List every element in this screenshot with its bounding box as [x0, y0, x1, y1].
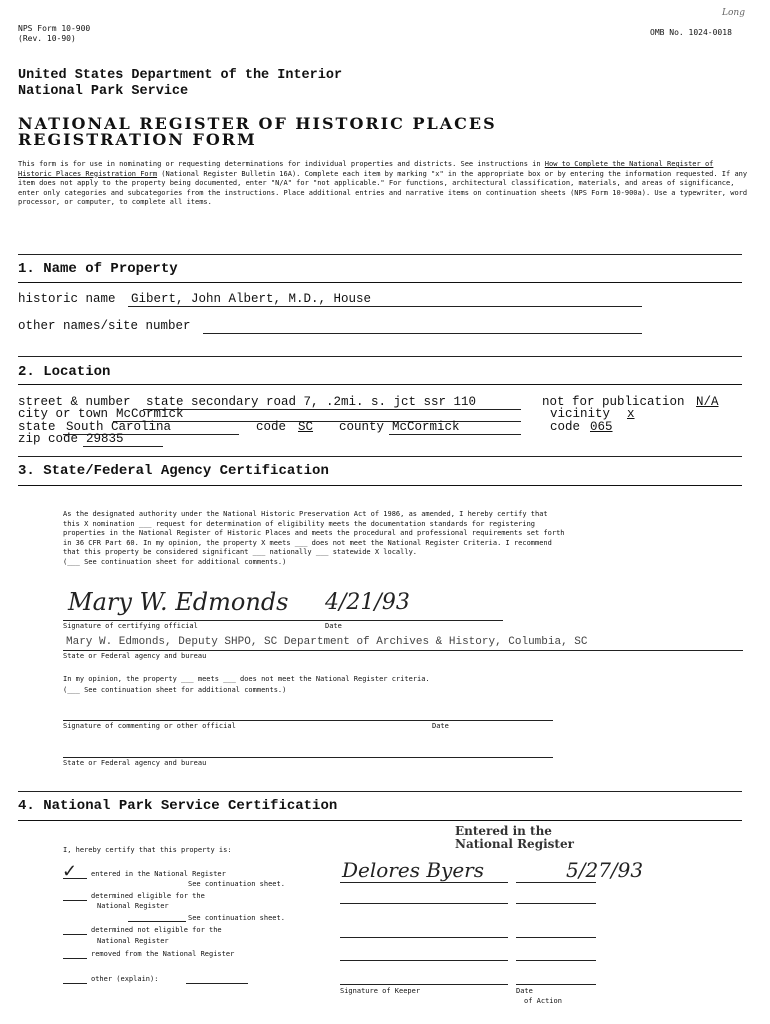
- street-line: [143, 409, 521, 410]
- section-divider: [18, 356, 742, 357]
- not-for-publication-value[interactable]: N/A: [696, 395, 719, 409]
- checkbox-line-eligible[interactable]: [63, 900, 87, 901]
- county-value[interactable]: McCormick: [392, 420, 460, 434]
- keeper-sig-line: [340, 937, 508, 938]
- historic-name-label: historic name: [18, 292, 116, 306]
- keeper-signature-label: Signature of Keeper: [340, 987, 421, 995]
- certification-line: (___ See continuation sheet for additional comments.): [63, 557, 287, 566]
- agency-bureau-label: State or Federal agency and bureau: [63, 652, 207, 660]
- vicinity-label: vicinity: [550, 407, 611, 421]
- comment-date-label: Date: [432, 722, 449, 730]
- form-revision: (Rev. 10-90): [18, 34, 76, 43]
- comment-signature-line: [63, 720, 553, 721]
- option-entered-continuation: See continuation sheet.: [188, 880, 285, 888]
- instructions-paragraph: [18, 160, 750, 208]
- opinion-line-1: In my opinion, the property ___ meets ___ does not meet the National Register criteria.: [63, 675, 430, 683]
- option-eligible-line2: National Register: [97, 902, 169, 910]
- certification-paragraph: [63, 510, 723, 567]
- section-1-title: 1. Name of Property: [18, 261, 178, 277]
- county-code-value[interactable]: 065: [590, 420, 613, 434]
- comment-agency-label: State or Federal agency and bureau: [63, 759, 207, 767]
- keeper-sig-line: [340, 960, 508, 961]
- omb-number: OMB No. 1024-0018: [650, 28, 732, 37]
- option-not-eligible-line2: National Register: [97, 937, 169, 945]
- state-code-label: code: [256, 420, 287, 434]
- zip-value[interactable]: 29835: [86, 432, 124, 446]
- vicinity-value[interactable]: x: [627, 407, 635, 421]
- section-divider: [18, 485, 742, 486]
- street-value[interactable]: state secondary road 7, .2mi. s. jct ssr 110: [146, 395, 477, 409]
- agency-line: [63, 650, 743, 651]
- comment-agency-line: [63, 757, 553, 758]
- instructions-text-1: This form is for use in nominating or requesting determinations for individual properties and districts. See instructions in: [18, 160, 545, 168]
- option-removed: removed from the National Register: [91, 950, 235, 958]
- eligible-continuation-line[interactable]: [128, 921, 186, 922]
- checkbox-line-not-eligible[interactable]: [63, 934, 87, 935]
- city-label: city or town: [18, 407, 109, 421]
- section-divider: [18, 456, 742, 457]
- keeper-date-line: [516, 937, 596, 938]
- certification-line: in 36 CFR Part 60. In my opinion, the property X meets ___ does not meet the National Register Criteria. I recommend: [63, 538, 552, 547]
- option-entered: entered in the National Register: [91, 870, 226, 878]
- not-for-publication-label: not for publication: [542, 395, 685, 409]
- agency-service: National Park Service: [18, 84, 189, 99]
- city-value[interactable]: McCormick: [116, 407, 184, 421]
- instructions-bulletin-title: How to Complete the National Register of Historic Places Registration Form: [18, 160, 714, 178]
- corner-note: Long: [722, 8, 745, 18]
- state-code-value[interactable]: SC: [298, 420, 314, 434]
- agency-department: United States Department of the Interior: [18, 68, 343, 83]
- section-divider: [18, 820, 742, 821]
- keeper-sig-line: [340, 903, 508, 904]
- section-4-title: 4. National Park Service Certification: [18, 798, 338, 814]
- keeper-sig-line: [340, 984, 508, 985]
- check-mark-icon: ✓: [62, 861, 78, 882]
- stamp-line-1: Entered in the: [455, 824, 552, 838]
- other-explain-line[interactable]: [186, 983, 248, 984]
- date-label: Date: [325, 622, 342, 630]
- checkbox-line-removed[interactable]: [63, 958, 87, 959]
- keeper-signature: Delores Byers: [342, 858, 484, 882]
- opinion-line-2: (___ See continuation sheet for additional comments.): [63, 686, 287, 694]
- keeper-date-line: [516, 960, 596, 961]
- keeper-date-line: [516, 882, 596, 883]
- other-names-line: [203, 333, 642, 334]
- option-other: other (explain):: [91, 975, 159, 983]
- form-title-line1: NATIONAL REGISTER OF HISTORIC PLACES: [18, 114, 497, 133]
- county-code-label: code: [550, 420, 581, 434]
- keeper-date-line: [516, 903, 596, 904]
- checkbox-line-entered[interactable]: [63, 878, 87, 879]
- zip-label: zip code: [18, 432, 79, 446]
- section-2-title: 2. Location: [18, 364, 111, 380]
- zip-line: [83, 446, 163, 447]
- state-value[interactable]: South Carolina: [66, 420, 172, 434]
- county-label: county: [339, 420, 385, 434]
- state-label: state: [18, 420, 56, 434]
- section-divider: [18, 282, 742, 283]
- keeper-date-line: [516, 984, 596, 985]
- certification-line: this X nomination ___ request for determination of eligibility meets the documentation standards for registering: [63, 519, 536, 528]
- street-label: street & number: [18, 395, 131, 409]
- option-not-eligible-line1: determined not eligible for the: [91, 926, 222, 934]
- entered-stamp: [455, 825, 574, 851]
- county-line: [389, 434, 521, 435]
- section-divider: [18, 791, 742, 792]
- section-divider: [18, 384, 742, 385]
- date-of-action-label-2: of Action: [524, 997, 562, 1005]
- keeper-certify-statement: I, hereby certify that this property is:: [63, 846, 232, 854]
- keeper-sig-line: [340, 882, 508, 883]
- certification-line: that this property be considered significant ___ nationally ___ statewide X locally.: [63, 548, 418, 556]
- certifying-official-signature: Mary W. Edmonds: [68, 588, 289, 616]
- option-eligible-continuation: See continuation sheet.: [188, 914, 285, 922]
- comment-signature-label: Signature of commenting or other official: [63, 722, 236, 730]
- city-line: [113, 421, 521, 422]
- stamp-line-2: National Register: [455, 837, 574, 851]
- date-of-action-label-1: Date: [516, 987, 533, 995]
- historic-name-value[interactable]: Gibert, John Albert, M.D., House: [131, 292, 372, 306]
- other-names-label: other names/site number: [18, 319, 191, 333]
- section-divider: [18, 254, 742, 255]
- section-3-title: 3. State/Federal Agency Certification: [18, 463, 329, 479]
- certification-line: As the designated authority under the National Historic Preservation Act of 1986, as amended, I hereby certify that: [63, 510, 548, 518]
- option-eligible-line1: determined eligible for the: [91, 892, 205, 900]
- instructions-text-2: (National Register Bulletin 16A). Complete each item by marking "x" in the appropriate box or by entering the information requested. If any item does not apply to the property being documented, enter "N/A" for "not applicable." For functions, architectural classification, materials, and areas of significance, enter only categories and subcategories from the instructions. Place additional entries and narrative items on continuation sheets (NPS Form 10-900a). Use a typewriter, word processor, or computer, to complete all items.: [18, 169, 748, 207]
- form-title-line2: REGISTRATION FORM: [18, 130, 257, 149]
- historic-name-line: [128, 306, 642, 307]
- action-date: 5/27/93: [566, 858, 644, 882]
- checkbox-line-other[interactable]: [63, 983, 87, 984]
- certification-date: 4/21/93: [325, 590, 410, 615]
- signature-label: Signature of certifying official: [63, 622, 198, 630]
- certification-line: properties in the National Register of Historic Places and meets the procedural and professional requirements set forth: [63, 529, 565, 537]
- form-number: NPS Form 10-900: [18, 24, 91, 33]
- official-name-title: Mary W. Edmonds, Deputy SHPO, SC Department of Archives & History, Columbia, SC: [66, 636, 588, 648]
- signature-line: [63, 620, 503, 621]
